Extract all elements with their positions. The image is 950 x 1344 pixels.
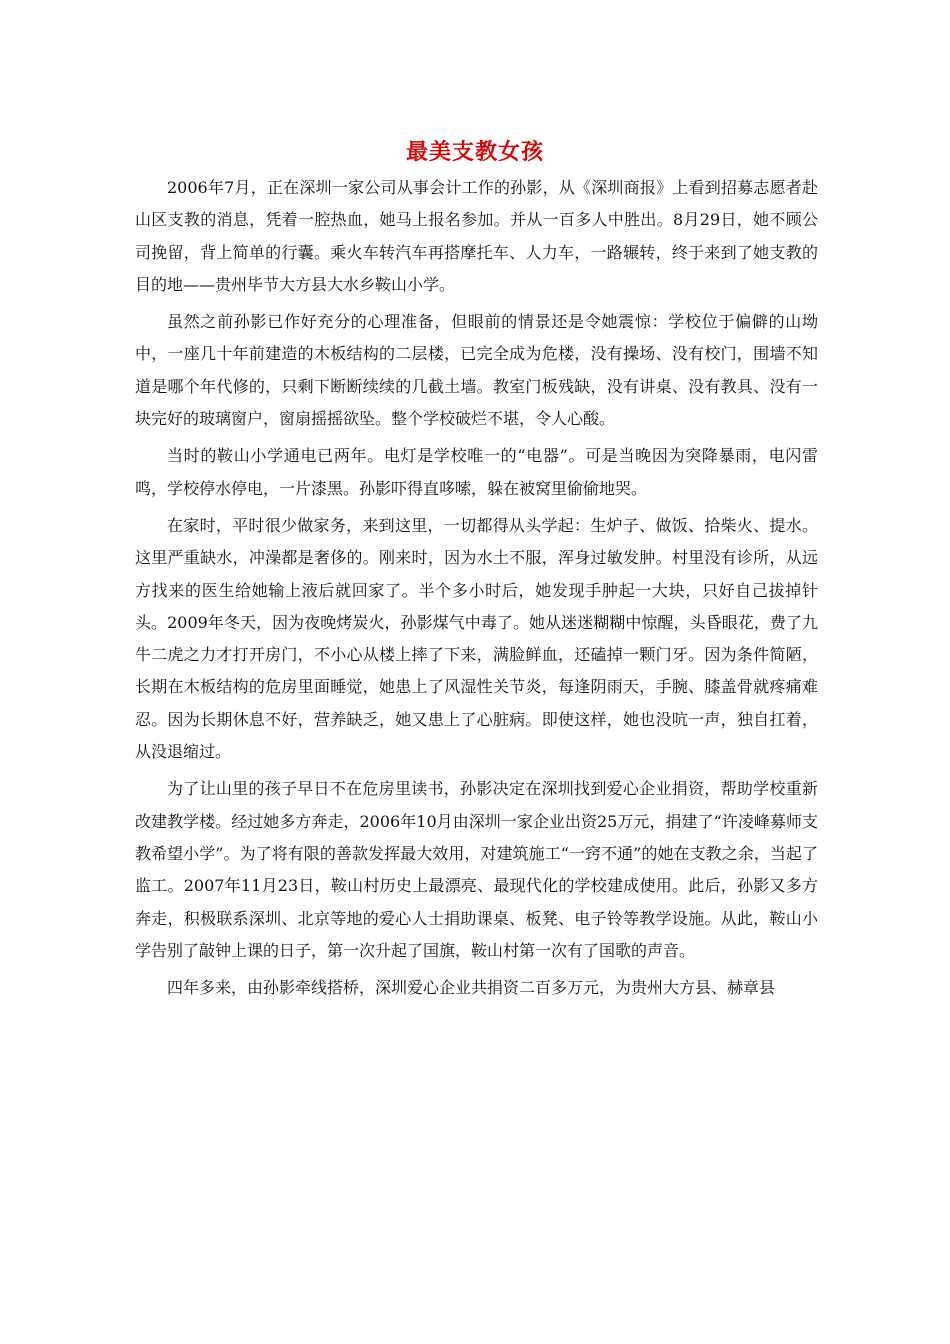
paragraph-5: 为了让山里的孩子早日不在危房里读书，孙影决定在深圳找到爱心企业捐资，帮助学校重新改建教学楼。经过她多方奔走，2006年10月由深圳一家企业出资25万元，捐建了“许凌峰募师支教希望小学”。为了将有限的善款发挥最大效用，对建筑施工“一窍不通”的她在支教之余，当起了监工。2007年11月23日，鞍山村历史上最漂亮、最现代化的学校建成使用。此后，孙影又多方奔走，积极联系深圳、北京等地的爱心人士捐助课桌、板凳、电子铃等教学设施。从此，鞍山小学告别了敲钟上课的日子，第一次升起了国旗，鞍山村第一次有了国歌的声音。 — [135, 779, 818, 960]
document-title: 最美支教女孩 — [405, 138, 544, 165]
paragraph-4: 在家时，平时很少做家务，来到这里，一切都得从头学起：生炉子、做饭、拾柴火、提水。这里严重缺水，冲澡都是奢侈的。刚来时，因为水土不服，浑身过敏发肿。村里没有诊所，从远方找来的医生给她输上液后就回家了。半个多小时后，她发现手肿起一大块，只好自己拔掉针头。2009年冬天，因为夜晚烤炭火，孙影煤气中毒了。她从迷迷糊糊中惊醒，头昏眼花，费了九牛二虎之力才打开房门，不小心从楼上摔了下来，满脸鲜血，还磕掉一颗门牙。因为条件简陋，长期在木板结构的危房里面睡觉，她患上了风湿性关节炎，每逢阴雨天，手腕、膝盖骨就疼痛难忍。因为长期休息不好，营养缺乏，她又患上了心脏病。即使这样，她也没吭一声，独自扛着，从没退缩过。 — [135, 515, 818, 762]
paragraph-1: 2006年7月，正在深圳一家公司从事会计工作的孙影，从《深圳商报》上看到招募志愿者赴山区支教的消息，凭着一腔热血，她马上报名参加。并从一百多人中胜出。8月29日，她不顾公司挽留，背上简单的行囊。乘火车转汽车再搭摩托车、人力车，一路辗转，终于来到了她支教的目的地——贵州毕节大方县大水乡鞍山小学。 — [135, 178, 818, 294]
document-body — [135, 172, 818, 1009]
paragraph-6: 四年多来，由孙影牵线搭桥，深圳爱心企业共捐资二百多万元，为贵州大方县、赫章县 — [167, 978, 776, 998]
paragraph-2: 虽然之前孙影已作好充分的心理准备，但眼前的情景还是令她震惊：学校位于偏僻的山坳中，一座几十年前建造的木板结构的二层楼，已完全成为危楼，没有操场、没有校门，围墙不知道是哪个年代修的，只剩下断断续续的几截土墙。教室门板残缺，没有讲桌、没有教具、没有一块完好的玻璃窗户，窗扇摇摇欲坠。整个学校破烂不堪，令人心酸。 — [135, 312, 818, 429]
paragraph-3: 当时的鞍山小学通电已两年。电灯是学校唯一的“电器”。可是当晚因为突降暴雨，电闪雷鸣，学校停水停电，一片漆黑。孙影吓得直哆嗦，躲在被窝里偷偷地哭。 — [135, 446, 818, 498]
